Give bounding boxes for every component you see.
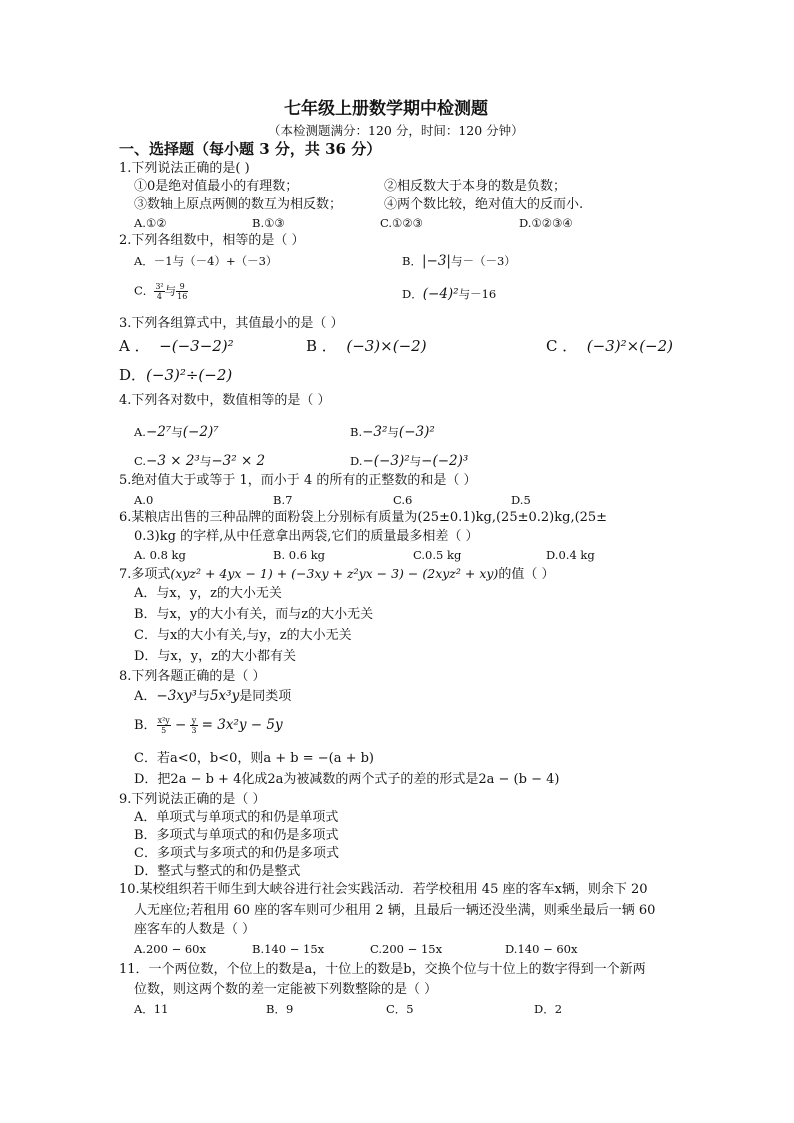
section-title: 一、选择题（每小题 3 分，共 36 分）: [119, 140, 382, 158]
q2-option-a: A．－1与（－4）+（－3）: [134, 254, 278, 268]
q3-stem: 3.下列各组算式中，其值最小的是（ ）: [119, 316, 344, 331]
q10-line-2: 人无座位;若租用 60 座的客车则可少租用 2 辆，且最后一辆还没坐满，则乘坐最后一辆 60: [134, 903, 656, 918]
page-subtitle: （本检测题满分：120 分，时间：120 分钟）: [268, 123, 524, 138]
q5-option-d: D.5: [511, 493, 531, 507]
q1-stem: 1.下列说法正确的是( ): [119, 161, 250, 176]
q5-stem: 5.绝对值大于或等于 1，而小于 4 的所有的正整数的和是（ ）: [119, 473, 477, 488]
q4-option-b: B.−3²与(−3)²: [350, 424, 435, 440]
q11-option-d: D．2: [534, 1002, 563, 1016]
q1-statement-2: ②相反数大于本身的数是负数；: [384, 179, 567, 194]
q10-option-b: B.140 − 15x: [252, 942, 325, 956]
q8-stem: 8.下列各题正确的是（ ）: [119, 669, 266, 684]
q1-statement-4: ④两个数比较，绝对值大的反而小.: [384, 197, 584, 212]
q1-statement-3: ③数轴上原点两侧的数互为相反数；: [134, 197, 343, 212]
q6-option-c: C.0.5 kg: [413, 548, 462, 562]
q8-option-a: A．−3xy³与5x³y是同类项: [134, 688, 292, 704]
q2-option-b: B．|−3|与－（－3）: [402, 253, 516, 269]
q2-option-d: D．(−4)²与－16: [402, 286, 497, 302]
q5-option-a: A.0: [134, 493, 154, 507]
q9-option-b: B．多项式与单项式的和仍是多项式: [134, 828, 339, 843]
q1-option-b: B.①③: [252, 216, 285, 230]
q3-option-b: B ． (−3)×(−2): [306, 337, 427, 355]
q2-stem: 2.下列各组数中，相等的是（ ）: [119, 233, 305, 248]
q1-statement-1: ①0是绝对值最小的有理数；: [134, 179, 299, 194]
q1-option-a: A.①②: [134, 216, 167, 230]
q6-line-2: 0.3)kg 的字样,从中任意拿出两袋,它们的质量最多相差（ ）: [134, 529, 479, 544]
q6-option-b: B. 0.6 kg: [273, 548, 326, 562]
q6-option-a: A. 0.8 kg: [134, 548, 186, 562]
q7-option-a: A．与x，y，z的大小无关: [134, 586, 282, 601]
q2-option-c: C． $\frac{\text{3²}}{4}$ 与 $\frac{9}{16}$: [134, 282, 188, 301]
q10-option-c: C.200 − 15x: [370, 942, 443, 956]
q9-option-a: A．单项式与单项式的和仍是单项式: [134, 810, 339, 825]
q10-line-3: 座客车的人数是（ ）: [134, 922, 256, 937]
q6-line-1: 6.某粮店出售的三种品牌的面粉袋上分别标有质量为(25±0.1)kg,(25±0.2)kg,(25±: [119, 510, 608, 525]
q8-option-d: D．把2a − b + 4化成2a为被减数的两个式子的差的形式是2a − (b − 4): [134, 772, 560, 787]
q11-option-a: A．11: [134, 1002, 169, 1016]
q6-option-d: D.0.4 kg: [546, 548, 595, 562]
q7-option-b: B．与x，y的大小有关，而与z的大小无关: [134, 607, 374, 622]
q3-option-c: C ． (−3)²×(−2): [546, 337, 674, 355]
q4-option-d: D.−(−3)²与−(−2)³: [350, 453, 469, 469]
q9-option-c: C．多项式与多项式的和仍是多项式: [134, 846, 339, 861]
q8-option-c: C．若a<0，b<0，则a + b = −(a + b): [134, 751, 374, 766]
q1-option-d: D.①②③④: [519, 216, 573, 230]
q7-option-c: C．与x的大小有关,与y，z的大小无关: [134, 628, 352, 643]
q7-option-d: D．与x，y，z的大小都有关: [134, 649, 296, 664]
q10-option-a: A.200 − 60x: [134, 942, 206, 956]
q3-option-d: D．(−3)²÷(−2): [119, 366, 233, 384]
q11-line-2: 位数，则这两个数的差一定能被下列数整除的是（ ）: [134, 982, 438, 997]
q11-option-c: C．5: [386, 1002, 414, 1016]
q11-option-b: B．9: [266, 1002, 294, 1016]
q9-stem: 9.下列说法正确的是（ ）: [119, 792, 266, 807]
q4-option-c: C.−3 × 2³与−3² × 2: [134, 453, 266, 469]
q3-option-a: A ． −(−3−2)²: [119, 337, 234, 355]
q9-option-d: D．整式与整式的和仍是整式: [134, 864, 301, 879]
page-title: 七年级上册数学期中检测题: [284, 99, 488, 119]
q7-stem: 7.多项式(xyz² + 4yx − 1) + (−3xy + z²yx − 3) − (2xyz² + xy)的值（ ）: [119, 566, 555, 582]
q4-option-a: A.−2⁷与(−2)⁷: [134, 424, 219, 440]
q5-option-b: B.7: [273, 493, 293, 507]
q4-stem: 4.下列各对数中，数值相等的是（ ）: [119, 393, 331, 408]
q5-option-c: C.6: [393, 493, 413, 507]
q10-option-d: D.140 − 60x: [505, 942, 578, 956]
q11-line-1: 11．一个两位数，个位上的数是a，十位上的数是b，交换个位与十位上的数字得到一个新两: [119, 962, 646, 977]
q10-line-1: 10.某校组织若干师生到大峡谷进行社会实践活动．若学校租用 45 座的客车x辆，则余下 20: [119, 882, 648, 897]
q1-option-c: C.①②③: [380, 216, 423, 230]
q8-option-b: B． $\frac{\text{x²y}}{5}$ − $\frac{y}{3}$ = 3x²y − 5y: [134, 716, 283, 735]
